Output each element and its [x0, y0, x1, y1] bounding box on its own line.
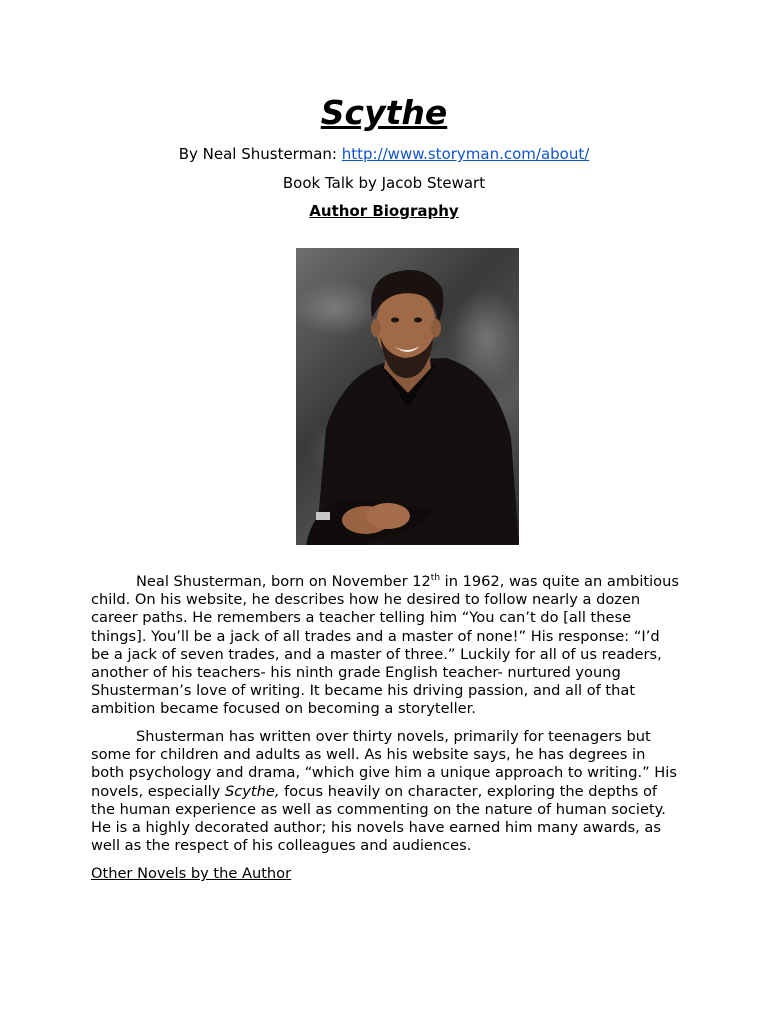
biography-paragraph-1	[91, 573, 681, 719]
paragraph-1-text-start: Neal Shusterman, born on November 12	[136, 573, 431, 590]
biography-paragraph-2	[91, 728, 681, 855]
portrait-eye-left	[391, 318, 399, 323]
paragraph-1-text-end: in 1962, was quite an ambitious child. On his website, he describes how he desired to follow nearly a dozen career paths. He remembers a teacher telling him “You can’t do [all these things]. You’ll be a jack of all trades and a master of none!” His response: “I’d be a jack of seven trades, and a master of three.” Luckily for all of us readers, another of his teachers- his ninth grade English teacher- nurtured young Shusterman’s love of writing. It became his driving passion, and all of that ambition became focused on becoming a storyteller.	[91, 573, 679, 718]
portrait-ear-right	[431, 319, 441, 337]
author-photo	[296, 248, 519, 545]
portrait-watch	[316, 512, 330, 520]
paragraph-2-text-end: focus heavily on character, exploring the depths of the human experience as well as commenting on the nature of human society. He is a highly decorated author; his novels have earned him many awards, as well as the respect of his colleagues and audiences.	[91, 782, 666, 855]
byline	[0, 145, 768, 164]
other-novels-heading: Other Novels by the Author	[91, 865, 292, 882]
author-website-link[interactable]: http://www.storyman.com/about/	[341, 145, 590, 163]
portrait-hand-right	[366, 503, 410, 529]
book-talk-credit: Book Talk by Jacob Stewart	[282, 174, 486, 192]
byline-prefix: By Neal Shusterman:	[178, 145, 342, 163]
ordinal-superscript: th	[430, 573, 441, 584]
book-title-italic: Scythe,	[224, 782, 280, 800]
document-title: Scythe	[320, 93, 448, 132]
author-biography-heading: Author Biography	[309, 202, 459, 220]
paragraph-2-text-start: Shusterman has written over thirty novels, primarily for teenagers but some for children and adults as well. As his website says, he has degrees in both psychology and drama, “which give him a unique approach to writing.” His novels, especially	[91, 728, 677, 800]
portrait-ear-left	[371, 319, 381, 337]
portrait-eye-right	[414, 318, 422, 323]
author-portrait-illustration	[296, 248, 519, 545]
